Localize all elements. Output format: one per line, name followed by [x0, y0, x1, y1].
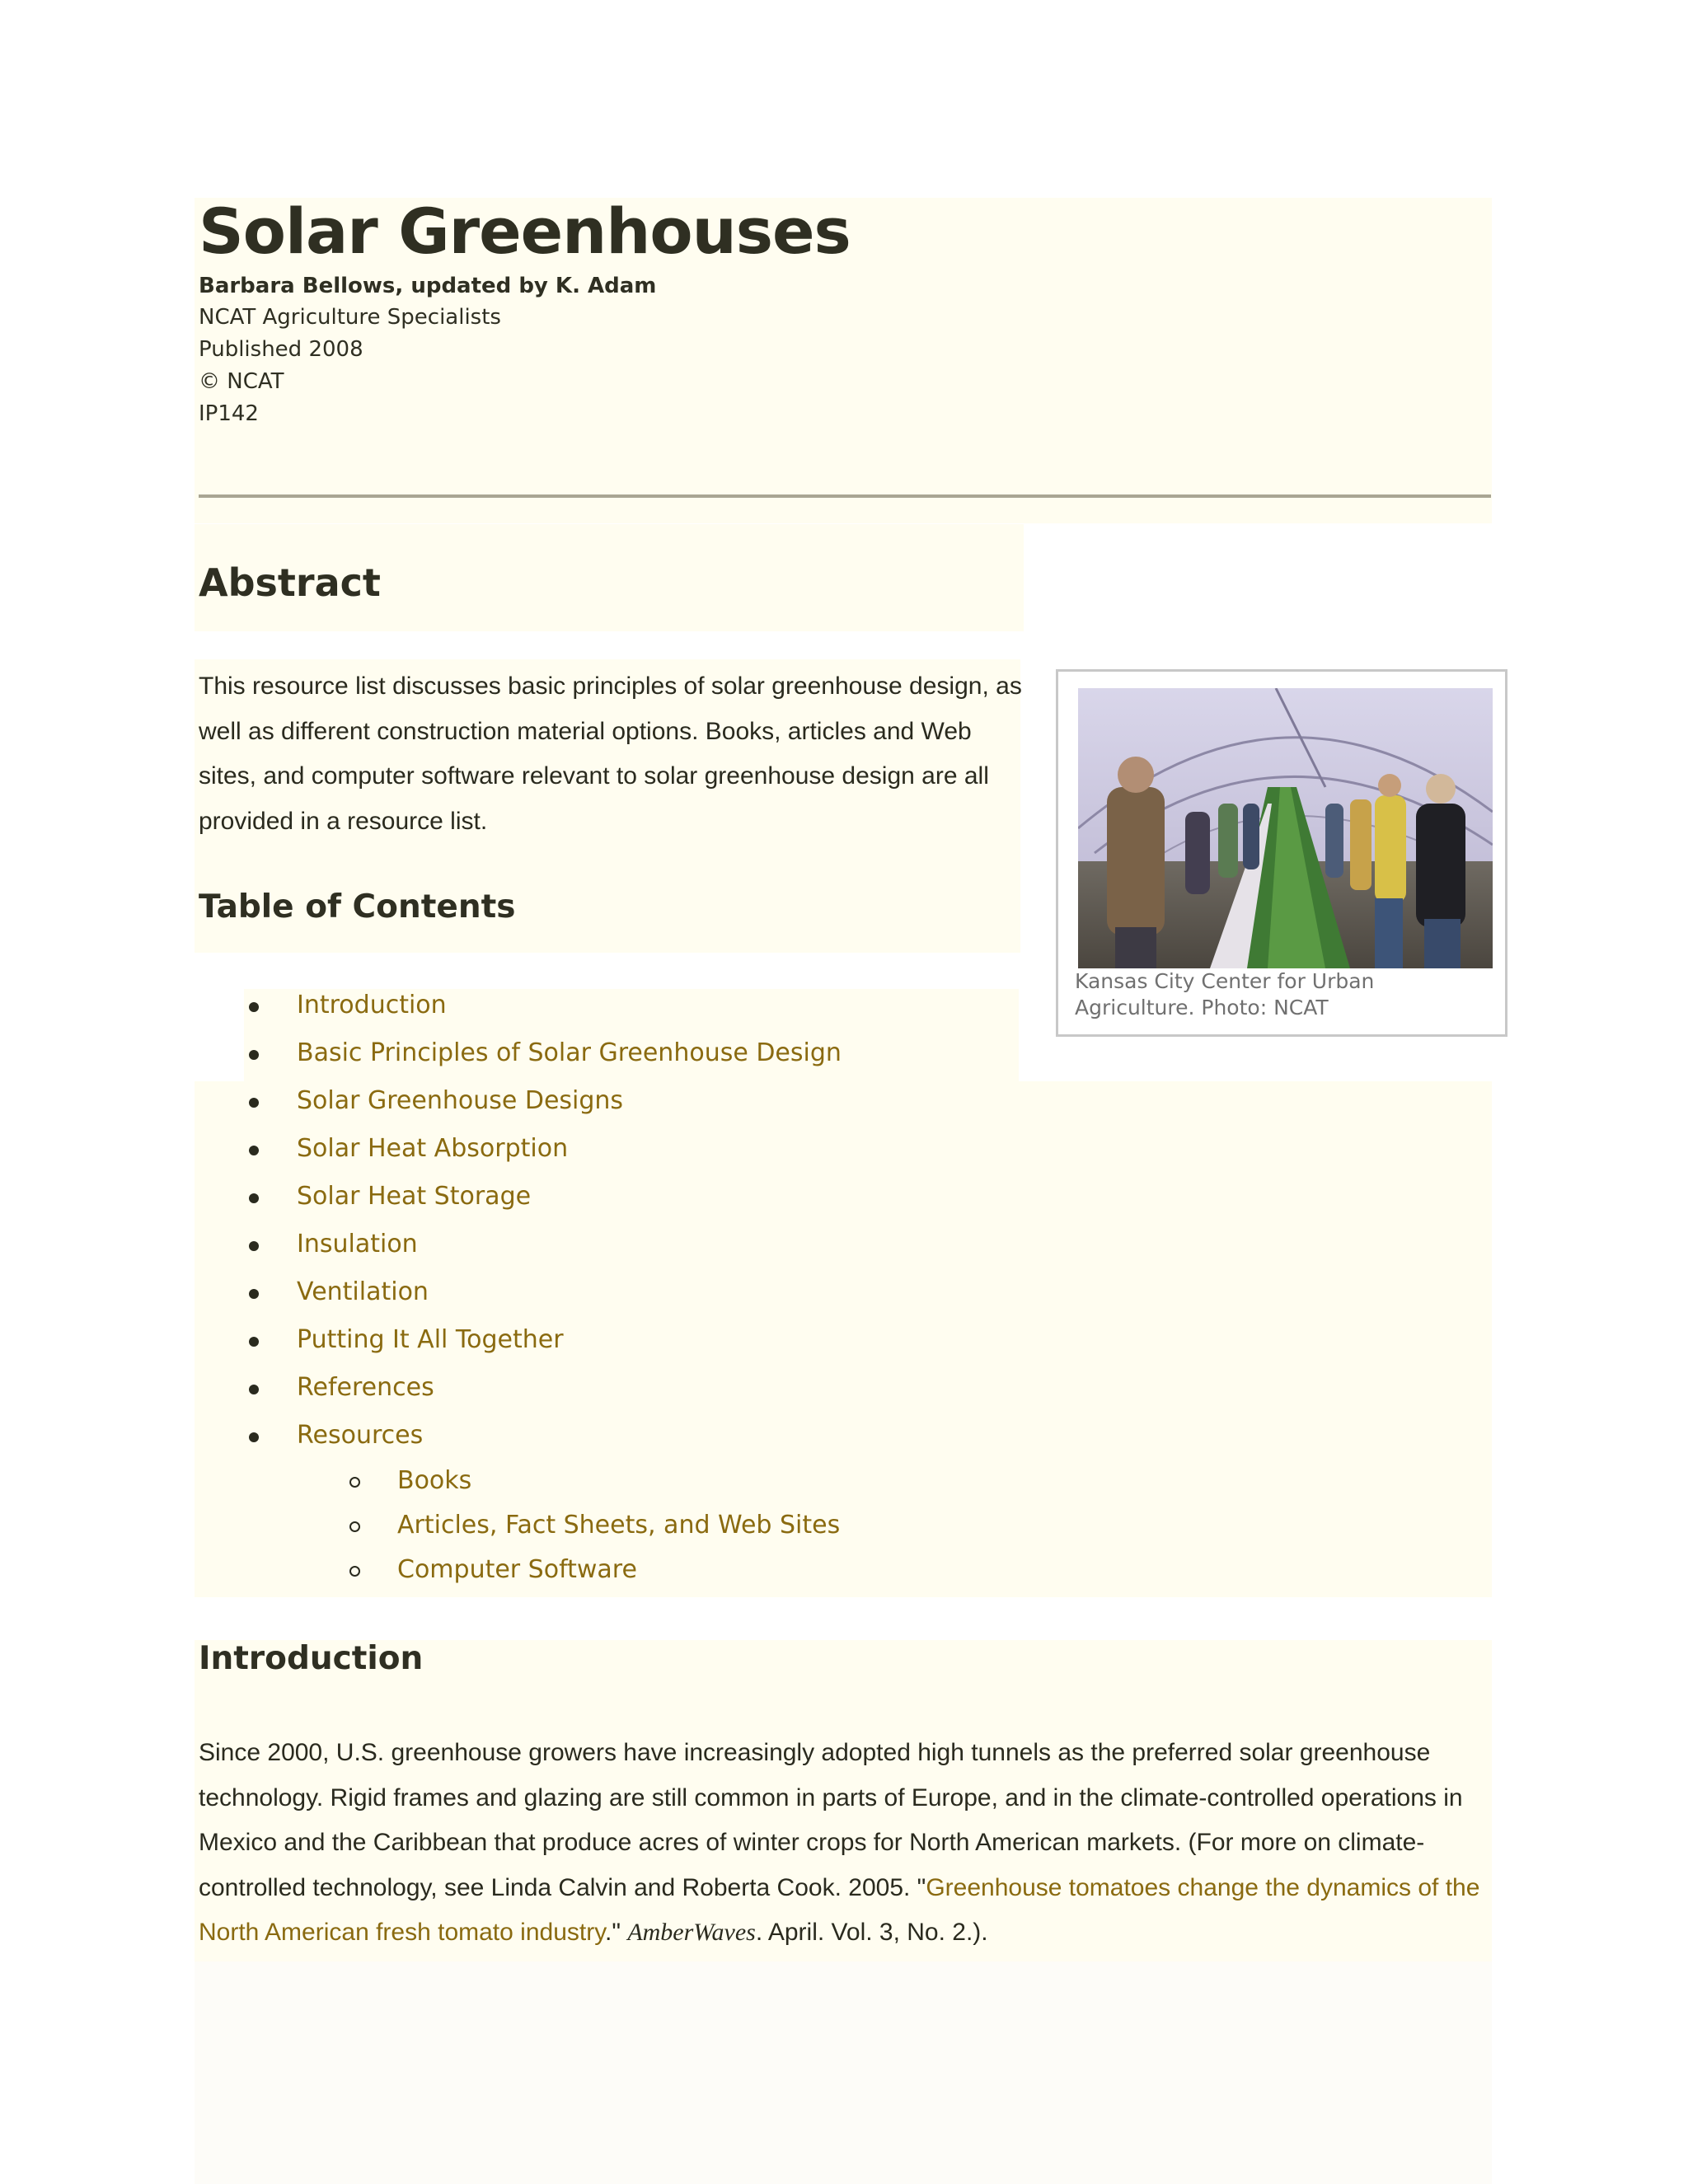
- bullet-icon: [249, 1241, 259, 1251]
- bullet-icon: [249, 1193, 259, 1203]
- greenhouse-photo: [1078, 688, 1493, 968]
- bullet-icon: [249, 1337, 259, 1347]
- hollow-bullet-icon: [349, 1566, 360, 1577]
- toc-link[interactable]: Basic Principles of Solar Greenhouse Design: [297, 1038, 842, 1067]
- toc-link[interactable]: Solar Greenhouse Designs: [297, 1086, 624, 1115]
- meta-published: Published 2008: [199, 337, 363, 362]
- lower-page-background: [195, 1961, 1492, 2184]
- photo-caption: Kansas City Center for Urban Agriculture. Photo: NCAT: [1075, 969, 1375, 1019]
- toc-heading: Table of Contents: [199, 888, 516, 926]
- abstract-heading: Abstract: [199, 560, 381, 605]
- bullet-icon: [249, 1098, 259, 1108]
- toc-link[interactable]: Solar Heat Absorption: [297, 1134, 569, 1163]
- journal-name: AmberWaves: [627, 1919, 756, 1946]
- bullet-icon: [249, 1385, 259, 1394]
- introduction-heading: Introduction: [199, 1640, 424, 1677]
- abstract-text: This resource list discusses basic principles of solar greenhouse design, as well as different construction material options. Books, articles and Web sites, and computer software relevant to solar greenhouse design are all provided in a resource list.: [199, 673, 1022, 835]
- document-title: Solar Greenhouses: [199, 194, 851, 268]
- bullet-icon: [249, 1002, 259, 1012]
- introduction-text-mid: .": [604, 1919, 628, 1946]
- meta-publication-code: IP142: [199, 401, 259, 426]
- introduction-text-end: . April. Vol. 3, No. 2.).: [755, 1919, 988, 1946]
- bullet-icon: [249, 1050, 259, 1060]
- toc-sublink[interactable]: Books: [397, 1466, 472, 1495]
- toc-link[interactable]: Ventilation: [297, 1277, 429, 1306]
- author-byline: Barbara Bellows, updated by K. Adam: [199, 274, 657, 298]
- toc-link[interactable]: References: [297, 1373, 434, 1402]
- toc-link[interactable]: Introduction: [297, 991, 447, 1019]
- introduction-text-start: Since 2000, U.S. greenhouse growers have increasingly adopted high tunnels as the preferred solar greenhouse technology. Rigid frames and glazing are still common in parts of Europe, and in the climate-controlled operations in Mexico and the Caribbean that produce acres of winter crops for North American markets. (For more on climate-controlled technology, see Linda Calvin and Roberta Cook. 2005. ": [199, 1739, 1463, 1901]
- toc-link[interactable]: Putting It All Together: [297, 1325, 564, 1354]
- hollow-bullet-icon: [349, 1521, 360, 1532]
- meta-copyright: © NCAT: [199, 369, 284, 394]
- toc-link[interactable]: Solar Heat Storage: [297, 1182, 532, 1211]
- toc-sublink[interactable]: Articles, Fact Sheets, and Web Sites: [397, 1511, 841, 1540]
- toc-link[interactable]: Insulation: [297, 1230, 418, 1258]
- introduction-text: [199, 1731, 1497, 1956]
- toc-link[interactable]: Resources: [297, 1421, 424, 1450]
- header-divider: [199, 494, 1491, 498]
- bullet-icon: [249, 1432, 259, 1442]
- photo-figure: [1056, 669, 1507, 1037]
- hollow-bullet-icon: [349, 1477, 360, 1488]
- bullet-icon: [249, 1146, 259, 1155]
- meta-organization: NCAT Agriculture Specialists: [199, 305, 501, 330]
- bullet-icon: [249, 1289, 259, 1299]
- toc-sublink[interactable]: Computer Software: [397, 1555, 637, 1584]
- article-link[interactable]: Greenhouse tomatoes change the dynamics of the North American fresh tomato industry: [199, 1873, 1480, 1946]
